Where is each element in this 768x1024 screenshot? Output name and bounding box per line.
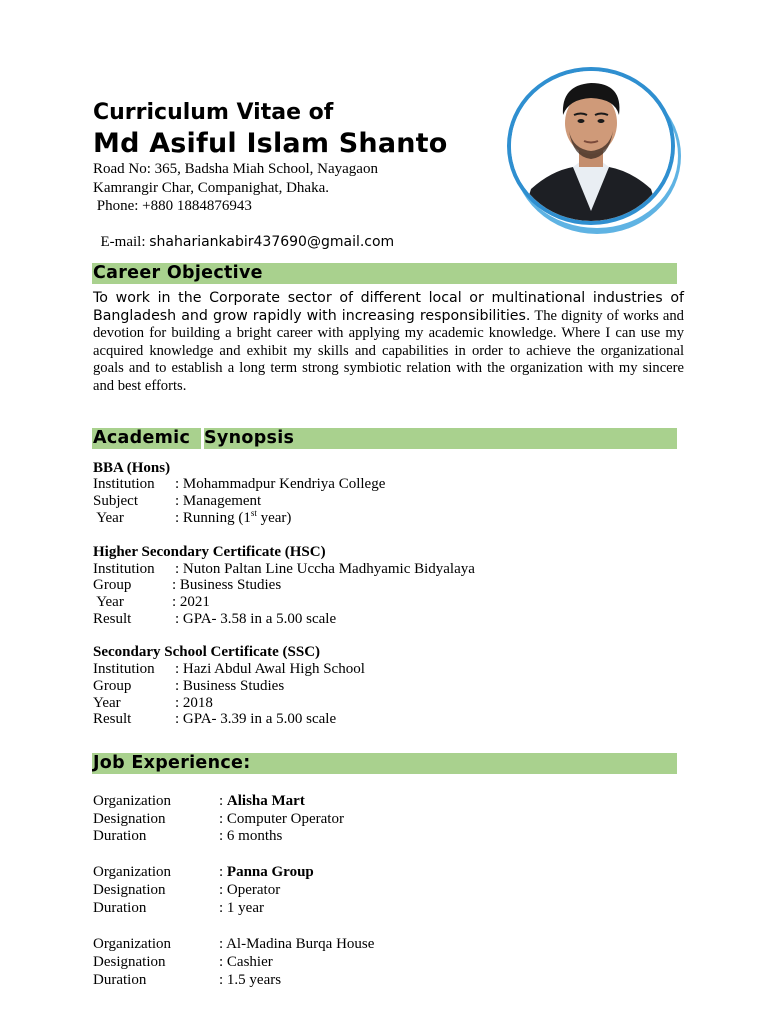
- field-value: : Business Studies: [172, 577, 282, 593]
- field-label: Duration: [93, 900, 147, 916]
- field-value: [219, 793, 305, 810]
- section-bar-academic-synopsis: [92, 428, 677, 449]
- year-suffix: year): [256, 510, 292, 526]
- field-label: Group: [93, 577, 132, 593]
- candidate-name: Md Asiful Islam Shanto: [93, 128, 448, 159]
- section-bar-career-objective: [92, 263, 677, 284]
- address-line-2: Kamrangir Char, Companighat, Dhaka.: [93, 180, 330, 196]
- section-title-synopsis: Synopsis: [204, 428, 295, 448]
- section-title-job-experience: Job Experience:: [93, 753, 251, 773]
- organization-name: Al-Madina Burqa House: [226, 936, 375, 952]
- section-bar-job-experience: [92, 753, 677, 774]
- field-value: [175, 510, 291, 527]
- field-label: Designation: [93, 954, 166, 970]
- field-value: [219, 864, 314, 881]
- colon: :: [219, 793, 227, 809]
- field-value: : 6 months: [219, 828, 283, 844]
- field-label: Result: [93, 711, 132, 727]
- field-label: Designation: [93, 811, 166, 827]
- career-objective-lead: To work in the Corporate sector of different local or multinational industries of Bangladesh and grow rapidly with increasing responsibilities.: [93, 290, 684, 324]
- organization-name: Panna Group: [226, 864, 314, 880]
- email-line: [93, 217, 394, 251]
- field-value: [219, 936, 374, 953]
- year-superscript: st: [250, 508, 257, 518]
- field-value: : Computer Operator: [219, 811, 344, 827]
- field-label: Organization: [93, 793, 172, 809]
- career-objective-body: The dignity of works and devotion for building a bright career with applying my academic knowledge. Where I can use my acquired knowledge and exhibit my skills and capabilities in order to achieve the organizational goals and to establish a long term strong symbiotic relation with the organization with my sincere and best efforts.: [93, 307, 684, 394]
- field-value: : 1 year: [219, 900, 264, 916]
- field-value: : Nuton Paltan Line Uccha Madhyamic Bidyalaya: [175, 561, 475, 577]
- cv-title: Curriculum Vitae of: [93, 100, 334, 125]
- field-label: Year: [93, 594, 124, 610]
- field-value: : GPA- 3.39 in a 5.00 scale: [175, 711, 337, 727]
- email-label: E-mail:: [100, 234, 150, 250]
- field-label: Institution: [93, 561, 155, 577]
- colon: :: [219, 864, 227, 880]
- field-value: : GPA- 3.58 in a 5.00 scale: [175, 611, 337, 627]
- field-label: Designation: [93, 882, 166, 898]
- section-title-academic: Academic: [93, 428, 191, 448]
- degree-title-ssc: Secondary School Certificate (SSC): [93, 644, 321, 660]
- field-label: Duration: [93, 972, 147, 988]
- career-objective-text: [93, 290, 684, 395]
- field-label: Organization: [93, 864, 172, 880]
- email-address: shahariankabir437690@gmail.com: [149, 234, 395, 250]
- colon: :: [219, 936, 227, 952]
- field-label: Group: [93, 678, 132, 694]
- organization-name: Alisha Mart: [226, 793, 305, 809]
- field-value: : Management: [175, 493, 262, 509]
- field-label: Result: [93, 611, 132, 627]
- field-value: : Operator: [219, 882, 281, 898]
- field-value: : 2018: [175, 695, 213, 711]
- field-label: Institution: [93, 661, 155, 677]
- field-value: : 2021: [172, 594, 210, 610]
- field-label: Organization: [93, 936, 172, 952]
- field-label: Duration: [93, 828, 147, 844]
- degree-title-hsc: Higher Secondary Certificate (HSC): [93, 544, 326, 560]
- field-value: : Mohammadpur Kendriya College: [175, 476, 386, 492]
- year-prefix: : Running (1: [175, 510, 251, 526]
- field-label: Institution: [93, 476, 155, 492]
- profile-photo: [507, 67, 675, 225]
- section-title-career-objective: Career Objective: [93, 263, 263, 283]
- portrait-illustration: [511, 71, 671, 221]
- field-label: Subject: [93, 493, 138, 509]
- address-line-1: Road No: 365, Badsha Miah School, Nayagaon: [93, 161, 378, 177]
- phone-line: Phone: +880 1884876943: [93, 198, 252, 214]
- field-label: Year: [93, 510, 124, 526]
- field-value: : Cashier: [219, 954, 273, 970]
- degree-title-bba: BBA (Hons): [93, 460, 171, 476]
- field-label: Year: [93, 695, 121, 711]
- field-value: : 1.5 years: [219, 972, 282, 988]
- field-value: : Business Studies: [175, 678, 285, 694]
- field-value: : Hazi Abdul Awal High School: [175, 661, 365, 677]
